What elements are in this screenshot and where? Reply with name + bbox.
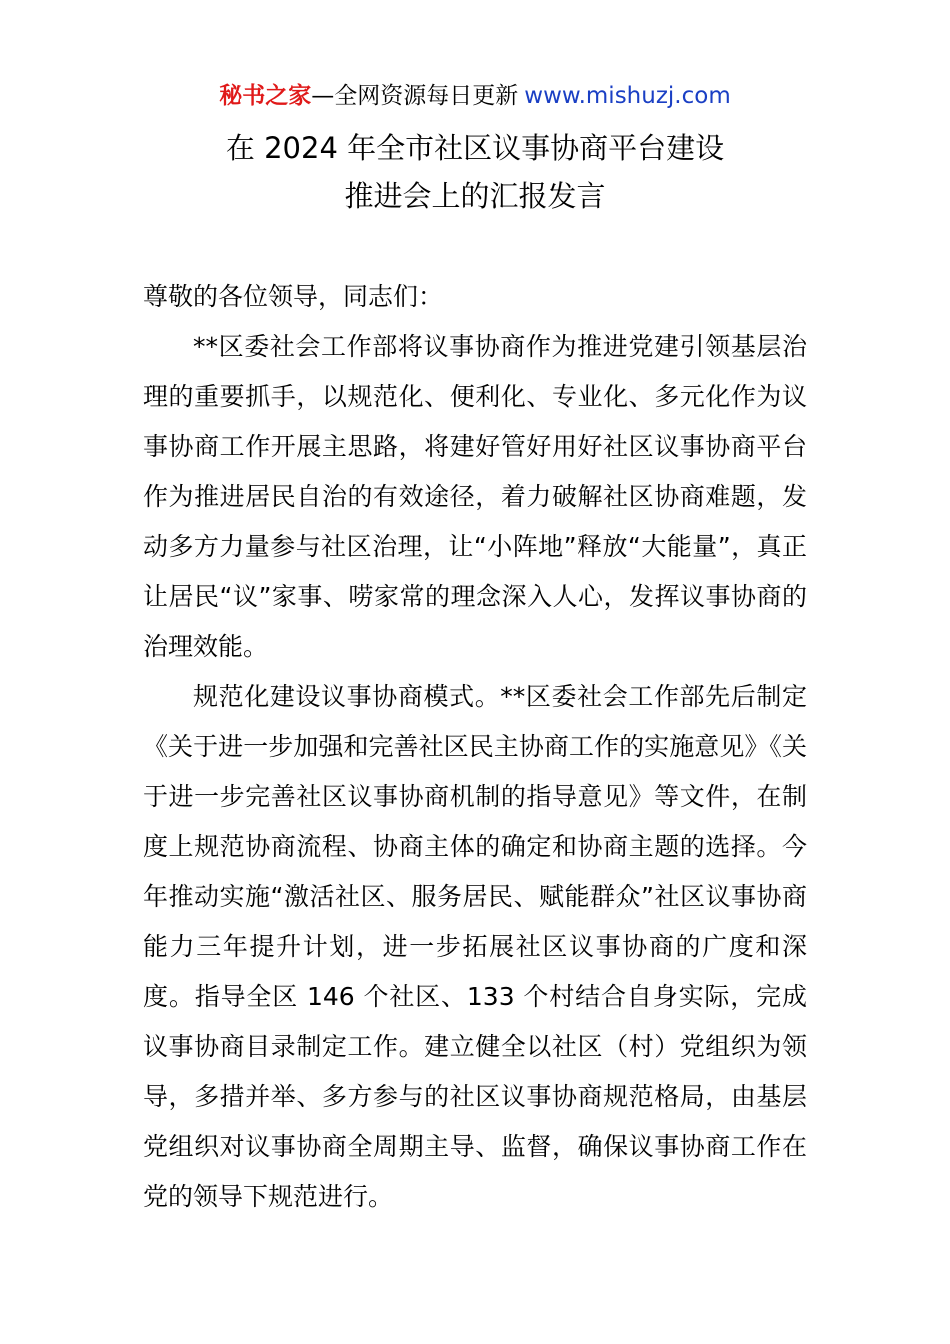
document-title-line-2: 推进会上的汇报发言 [344,179,606,213]
paragraph-2: 规范化建设议事协商模式。**区委社会工作部先后制定《关于进一步加强和完善社区民主协商工作的实施意见》《关于进一步完善社区议事协商机制的指导意见》等文件，在制度上规范协商流程、协商主体的确定和协商主题的选择。今年推动实施“激活社区、服务居民、赋能群众”社区议事协商能力三年提升计划，进一步拓展社区议事协商的广度和深度。指导全区 146 个社区、133 个村结合自身实际，完成议事协商目录制定工作。建立健全以社区（村）党组织为领导，多措并举、多方参与的社区议事协商规范格局，由基层党组织对议事协商全周期主导、监督，确保议事协商工作在党的领导下规范进行。 [143,682,807,1211]
brand-name: 秘书之家 [219,83,312,109]
site-url-link[interactable]: www.mishuzj.com [524,83,731,109]
header-tagline: —全网资源每日更新 [311,83,519,109]
paragraph-1: **区委社会工作部将议事协商作为推进党建引领基层治理的重要抓手，以规范化、便利化、专业化、多元化作为议事协商工作开展主思路，将建好管好用好社区议事协商平台作为推进居民自治的有效途径，着力破解社区协商难题，发动多方力量参与社区治理，让“小阵地”释放“大能量”，真正让居民“议”家事、唠家常的理念深入人心，发挥议事协商的治理效能。 [143,332,807,661]
document-title-line-1: 在 2024 年全市社区议事协商平台建设 [225,131,725,165]
site-header [0,80,950,112]
greeting: 尊敬的各位领导，同志们： [143,282,444,311]
